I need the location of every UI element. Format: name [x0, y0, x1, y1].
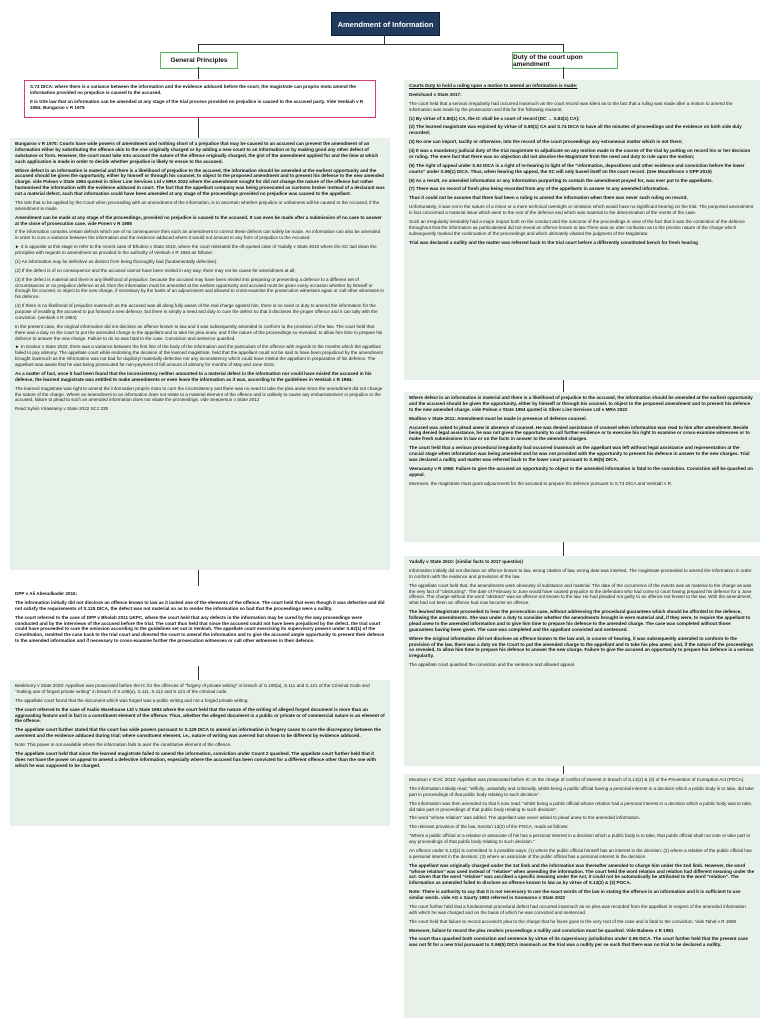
text-paragraph: The court referred to the case of DPP v Bholah 2011 UKPC, where the court held that any defects in the information may be cured by the way proceedings were conducted and by the interviews of the accused before the trial. The court thus held that since the accused could not have been prejudiced by the defect, the trial court could have proceeded to cure the omission according to the guidelines set out in Venkiah. The appellate court exercising its supervisory powers under S.82(1) of the Constitution, remitted the case back to the trial court and directed the court to amend the information and to give the accused ample opportunity to present their defence to the amended information and if necessary to cross-examine further the prosecution witnesses or call other witnesses in their defence. [15, 614, 385, 644]
text-paragraph: The court held that a serious procedural irregularity had occurred inasmuch as the appellant was left without legal assistance and representation at the crucial stage when information was being amended and he was not provided with the opportunity to present his defence in answer to the new charges. Trial was declared a nullity and matter was referred back to the lower court pursuant to S.96(5) DICA. [409, 445, 750, 462]
title-connector-vertical [384, 34, 385, 44]
left-connector [198, 44, 199, 52]
text-paragraph: Note: There is authority to say that it is not necessary to use the exact words of the law in stating the offence in an information and it is sufficient to use similar words. vide AG v Saurty 1983 referred in Soomaroo v State 2022 [409, 889, 741, 900]
text-paragraph: Moossun v ICAC 2013: Appellant was prosecuted before IC on the charge of conflict of interest in breach of S.13(2) & (3) of the Prevention of Corruption Act (POCA). [409, 777, 745, 782]
right-block-moossun [404, 774, 760, 1018]
text-paragraph: It is trite law that an information can be amended at any stage of the trial process provided no prejudice is caused to the accused party. Vide Venkiah v R 1984; Bungaroo v R 1975 [30, 98, 364, 110]
text-paragraph: The word "whose relation" was added. The appellant was never asked to plead anew to the amended information. [409, 815, 641, 821]
text-paragraph: The information initially did not disclose an offence known to law as it lacked one of the elements of the offence. The court held that even though it was defective and did not satisfy the requirements of S.125 DICA, the defect was not material so as to render the information so bad that the proceedings were a nullity. [15, 599, 385, 611]
text-paragraph: Thus it could not be assume that there had been a ruling to amend the information when there was never such ruling on record. [409, 195, 688, 201]
text-paragraph: Courts Duty to hold a ruling upon a motion to amend an information is made: [409, 83, 578, 88]
text-paragraph: DPP v Ali Abeoulkader 2015: [15, 591, 78, 596]
text-paragraph: Deelchand v State 2017: [409, 91, 462, 97]
text-paragraph: (7) There was no record of fresh plea being recorded from any of the appellants in answer to any amended information. [409, 186, 669, 192]
left-connector-3 [198, 666, 199, 680]
text-paragraph: Bungaroo v R 1975: Courts have wide powers of amendment and nothing short of a prejudice that may be caused to an accused can prevent the amendment of an information either by substituting the offence akin to the one originally charged or by adding a new count to an information or by making good any other defect of substance or form. However, the court must take into account the nature of the offence originally charged, the gist of the amendment applied for and the time at which such application is made in order to decide whether prejudice is likely to ensue to the accused. [15, 141, 379, 164]
text-paragraph: ► It is apposite at this stage to refer to the recent case of Bhuttoo v State 2019, where the court reiterated the oft-quoted case of Yadally v State 2010 where the SC laid down the principles with regards to amendment as provided in the authority of Venkiah v R 1984 as follows: [15, 244, 377, 255]
text-paragraph: In the present case, the original information did not disclose an offence known to law and it was subsequently amended to conform to the provision of the law. The court held that there was a duty on the court to put the amended charge to the appellant and to take his plea anew, and if the nature of the proceedings so revealed, to allow him time to prepare his defence to answer the new charge. Failure to do so was fatal to the case. Conviction and sentence quashed. [15, 323, 383, 341]
text-paragraph: Note: This power is not available where the information fails to aver the constitutive element of the offence. [15, 742, 232, 747]
right-connector [563, 44, 564, 52]
text-paragraph: Amendment can be made at any stage of the proceedings, provided no prejudice is caused to the accused. It can even be made after a submission of no case to answer at the close of prosecution case. vide Ponen v R 1985 [15, 214, 382, 226]
text-paragraph: As a matter of fact, once it had been found that the inconsistency neither amounted to a material defect in the information nor could have misled the accused in his defence, the learned magistrate was entitled to make amendments or even leave the information as it was, according to the guidelines in Venkiah v R 1984. [15, 370, 372, 382]
text-paragraph: Unfortunately, it was not in the nature of a minor or a mere technical oversight or omission which would have no significant bearing on the trial. The purported amendment in fact concerned a material issue which went to the root of the defence and which was material to the determination of the merits of the case. [409, 204, 754, 215]
text-paragraph: The test that to be applied by the Court when proceeding with an amendment of the information, is to ascertain whether prejudice or unfairness will be caused to the Accused, if the amendment is made. [15, 199, 380, 211]
left-heading-connector [198, 67, 199, 79]
left-box-s73 [24, 80, 376, 118]
text-paragraph: (4) If there is no likelihood of prejudice inasmuch as the accused was all along fully aware of the real charge against him, there is no need or duty to amend the information for the purpose of enabling the accused to put forward a new defence, but there is simply a need and duty to cure the defect so that it discloses the proper offence and it can tally with the conviction. (venkiah v R 1984) [15, 303, 378, 320]
text-paragraph: An offence under S.13(2) is committed in 3 possible ways: (1) where the public official himself has an interest in the decision; (2) where a relative of the public official has a personal interest in the decision; (3) where an associate of the public official has a personal interest in the decision. [409, 847, 752, 859]
text-paragraph: Moreover, the magistrate must grant adjournment for the accused to prepare his defence pursuant to S.73 DICA and Venkiah v R. [409, 480, 673, 486]
left-block-principles [10, 138, 390, 570]
text-paragraph: ► In Sookur v State 2022, there was a variance between the first line of the body of the information and the particulars of the offence with regards to the months which the appellant failed to pay alimony. The appellate court while endorsing the decision of the learned magistrate, held that the appellant could not be said to have been prejudiced by the amendment brought inasmuch as the information was not bad for duplicity/ materially defective nor any inconsistency which could have misled the appellant in preparation of his defence. The appellant was aware that he was being prosecuted for non-payment of full amount of alimony for months of May and June 2015. [15, 344, 383, 367]
text-paragraph: Yadally v State 2010: (similar facts to 2017 question) [409, 559, 523, 564]
right-heading-connector [563, 67, 564, 79]
text-paragraph: (2) If the defect is of no consequence and the accused cannot have been misled in any way, there may not be cause for amendment at all; [15, 267, 296, 273]
right-connector-3 [563, 766, 564, 774]
text-paragraph: (2) The learned magistrate was enjoined by virtue of S.80(1) CA and S.74 DICA to have all the minutes of proceedings and the evidence on both side duly recorded; [409, 124, 742, 136]
text-paragraph: Mudhoo v State 2011: Amendment must be made in presence of defence counsel. [409, 415, 587, 421]
text-paragraph: (4) It was a mandatory judicial duty of the trial magistrate to adjudicate on any motion made in the course of the trial by putting on record his or her decision or ruling. The mere fact that there was no objection did not absolve the Magistrate from the need and duty to rule upon the motion; [409, 148, 751, 159]
text-paragraph: Information initially did not disclose an offence known to law, wrong citation of law, wrong date was inserted. The magistrate proceeded to amend the information in order to conform with the evidence and provisions of the law. [409, 567, 752, 579]
left-connector-2 [198, 570, 199, 586]
text-paragraph: The relevant provision of the law, Section 13(2) of the POCA, reads as follows: [409, 824, 569, 830]
text-paragraph: (1) By virtue of S.80(1) CA, the IC shall be a court of record (DC → S.83(1) CA); [409, 115, 580, 121]
text-paragraph: The court further held that a fundamental procedural defect had occurred inasmuch as no plea was recorded from the appellant in respect of the amended information with which he was charged and on the basis of which he was convicted and sentenced. [409, 903, 746, 915]
text-paragraph: "Where a public official or a relative or associate of his has a personal interest in a decision which a public body is to take, that public official shall not vote or take part in any proceedings of that public body relating to such decision." [409, 833, 751, 844]
left-block-beekhorry [10, 680, 390, 826]
text-paragraph: (3) No one can import, tacitly or otherwise, into the record of the court proceedings any extraneous matter which is not there; [409, 139, 683, 145]
diagram-title: Amendment of Information [331, 12, 440, 36]
left-block-dpp-ali [10, 588, 390, 666]
text-paragraph: (5) The right of appeal under S.92 DICA is a right of re-hearing in light of the "information, depositions and other evidence and conviction before the lower courts" under S.96(1) DICA. Thus, when hearing the appeal, the SC will only based itself on the court record. (See Mounthroos v DPP 2015) [409, 162, 745, 174]
text-paragraph: The court held that a serious irregularity had occurred inasmuch as the court record was silent as to the fact that a ruling was made after a motion to amend the information was made by the prosecution and this for the following reasons: [409, 100, 733, 112]
right-block-mudhoo [404, 392, 760, 542]
text-paragraph: The learned Magistrate proceeded to hear the prosecution case, without addressing the procedural guarantees which should be afforded to the defence, following the amendments. She was under a duty to consider whether the amendments brought in were material and, if they were, to require the appellant to plead anew to the amended information and to give him time to prepare his defence to the amended charge. The case was completed without those guarantees having been given. The case was completed and the appellant convicted and sentenced. [409, 609, 751, 632]
text-paragraph: Such an irregularity inevitably had a major impact both on the conduct and the outcome of the proceedings in view of the fact that it was the contention of the defence throughout that the information as particularised did not reveal an offence known to law.There was an utter confusion as to the precise nature of the charge which subsequently marked the continuation of the proceedings and which ultimately vitiated the judgment of the Magistrate. [409, 218, 745, 236]
text-paragraph: The appellate court held that, the amendments were obviously of substance and material. The date of the occurrence of the events was as material to the charge as was the very fact of "obstructing". The date of February to June would have caused prejudice to the defendant who had come to court having prepared his defence for a June offence. The charge without the word "abstract" was an offence not known to the law. He had pleaded not guilty to an offence not known to the law. With the amendment, what had not been an offence had now become an offence. [409, 582, 752, 606]
text-paragraph: The learned magistrate was right to amend the information proprio motu to cure the inconsistency and there was no need to take the plea anew since the amendment did not change the nature of the charge. Where an amendment to an information does not relate to a material element of the offence and is unlikely to cause any embarrassment or prejudice to the accused, failure to plead to such an amended information does not vitiate the proceedings. vide Seepersun v State 2012 [15, 385, 383, 403]
text-paragraph: Where defect in an information is material and there is a likelihood of prejudice to the accused, the information should be amended at the earliest opportunity and the accused should be given the opportunity, either by himself or through his counsel, to object to the proposed amendment and to present his defence to the new amended charge. vide Polean v State 1994 quoted in Silver Line Services Ltd v MRA 2022 [409, 395, 753, 412]
right-block-deelchand [404, 80, 760, 380]
text-paragraph: The appellate court further stated that the court has wide powers pursuant to S.129 DICA to amend an information in forgery cases to cure the discrepancy between the averment and the evidence adduced during trial; where constituent element, i.e., nature of writing was averred but shown to be different by evidence adduced. [15, 727, 381, 739]
right-connector-2 [563, 542, 564, 556]
text-paragraph: The court held that failure to record accused's plea to the charge that he faces goes to the very root of the case and is fatal to the conviction. Vide Tahal v R 1968 [409, 918, 737, 924]
text-paragraph: S.73 DICA: where there is a variance between the information and the evidence adduced before the court, the magistrate can proprio motu amend the information provided no prejudice is caused to the accused. [30, 84, 356, 95]
right-connector-1 [563, 380, 564, 392]
text-paragraph: Where defect in an information is material and there is a likelihood of prejudice to the accused, the information should be amended at the earliest opportunity and the accused should be given the opportunity, either by himself or through his counsel, to object to the proposed amendment and to present his defence to the new amended charge. vide Polean v State 1994 quoted in Silver Line Services Ltd v MRA 2022 where the amendment sought for did not change the nature of the offence but rather harmonised the information with the evidence adduced in court. The fact that the appellant company was being prosecuted as customs broker instead of a declarant was not a material defect, such that information could have been amended at any stage of the proceedings provided no prejudice was caused to the appellant. [15, 167, 385, 196]
text-paragraph: The information initially read: "wilfully, unlawfully and criminally, whilst being a public official having a personal interest in a decision which a public body is to take, did take part in proceedings of that public body relating to such decision". [409, 785, 754, 797]
text-paragraph: Veerasamy v R 1968: Failure to give the accused an opportunity to object to the amended information is fatal to the conviction. Conviction will be quashed on appeal. [409, 465, 753, 477]
text-paragraph: The appellate court held that since the learned magistrate failed to amend the information, conviction under Count 2 quashed. The appellate court further held that it does not have the power on appeal to amend a defective information, especially where the accused has been convicted for a different offence other than the one with which he was supposed to be charged. [15, 750, 376, 768]
text-paragraph: If the information contains certain defects which are of no consequence then such an amendment to correct these defects can safely be made. An information can also be amended in order to cure a variance between the information and the evidence adduced where it would not amount to any form of prejudice to the Accused. [15, 229, 381, 241]
text-paragraph: Read Sylvio Virassamy v State 2022 SCJ 335 [15, 406, 109, 412]
text-paragraph: Beekhorry v State 2020: Appellant was prosecuted before the IC for the offences of "forgery of private writing" in breach of S.108(a), S.111 and S.121 of the Criminal Code and "making use of forged private writing" in breach of S.108(a), S.111, S.112 and S.121 of the criminal code. [15, 683, 370, 694]
left-connector-1 [198, 118, 199, 138]
right-block-yadally [404, 556, 760, 766]
text-paragraph: (6) As a result, no amended information or any information purporting to contain the amendment prayed for, was ever put to the appellants. [409, 177, 713, 183]
text-paragraph: The court referred to the case of Audio Warehouse Ltd v State 1993 where the court held that the nature of the writing of alleged forged document is more than an aggravating feature and in fact is a constituent element of the offence. Thus, whether the alleged document is a public or private or of commercial nature is an element of the offence. [15, 706, 385, 724]
text-paragraph: The appellant was originally charged under the 1st limb and the information was thereafter amended to charge him under the 2nd limb. However, the word "whose relation" was used instead of "relative" when amending the information. The court held the word relation and relation had different meaning under the act. Given that the word "relative" was ascribed a specific meaning under the Act, it could not be automatically be attributed to the word "relation". The information as amended failed to disclose an offence known to law as by virtue of S.13(2) & (3) POCA. [409, 862, 755, 886]
text-paragraph: Moreover, failure to record the plea renders proceedings a nullity and conviction must be quashed. Vide Babeea v R 1981 [409, 927, 674, 933]
text-paragraph: The court thus quashed both conviction and sentence by virtue of its supervisory jurisdiction under S.96 DICA. The court further held that the present case was not fit for a new trial pursuant to S.96(5) DICA inasmuch as the trial was a nullity per se such that there was no trial to be declared a nullity. [409, 936, 748, 948]
text-paragraph: (3) If the defect is material and there is any likelihood of prejudice, because the accused may have been misled into preparing or presenting a defence to a different set of circumstances or no prejudice defence at all, then the information must be amended at the earliest opportunity and accused must be given every occasion whether by himself or through his counsel, to object to the new charge, if necessary by the basis of an adjournment and allowed to cross-examine the prosecution witnesses again or call other witnesses in his defence. [15, 276, 384, 300]
text-paragraph: The appellate court quashed the conviction and the sentence and allowed appeal. [409, 662, 576, 668]
text-paragraph: Where the original information did not disclose an offence known to the law and, in course of hearing, it was subsequently amended to conform to the provision of the law, there was a duty on the Court to put the amended charge to the appellant and to take his plea anew; and, if the nature of the proceedings so revealed, to allow him time to prepare his defence to answer the new charge. Failure to give the accused an opportunity to prepare his defence is a serious irregularity. [409, 635, 754, 659]
left-heading: General Principles [160, 52, 238, 69]
text-paragraph: The information was then amended so that it now read: "whilst being a public official whose relation had a personal interest in a decision which a public body was to take, did take part in proceedings of that public body relating to such decision". [409, 800, 753, 812]
title-connector-horizontal [198, 44, 564, 45]
text-paragraph: Accused was asked to plead anew in absence of counsel. He was denied assistance of counsel when information was read to him after amendment. Beside being denied legal assistance, he was not given the opportunity to call further evidence or to exercise his right to examine or cross-examine witnesses or to make fresh submissions in law or on the facts in answer to the amended charges. [409, 424, 750, 442]
text-paragraph: The appellate court found that the document which was forged was a public writing and not a forged private writing. [15, 697, 249, 703]
text-paragraph: (1) An information may be defective as distinct from being thoroughly bad (fundamentally defective). [15, 258, 218, 264]
text-paragraph: Trial was declared a nullity and the matter was referred back to the trial court before a differently constituted bench for fresh hearing [409, 239, 698, 245]
right-heading: Duty of the court upon amendment [512, 52, 618, 69]
